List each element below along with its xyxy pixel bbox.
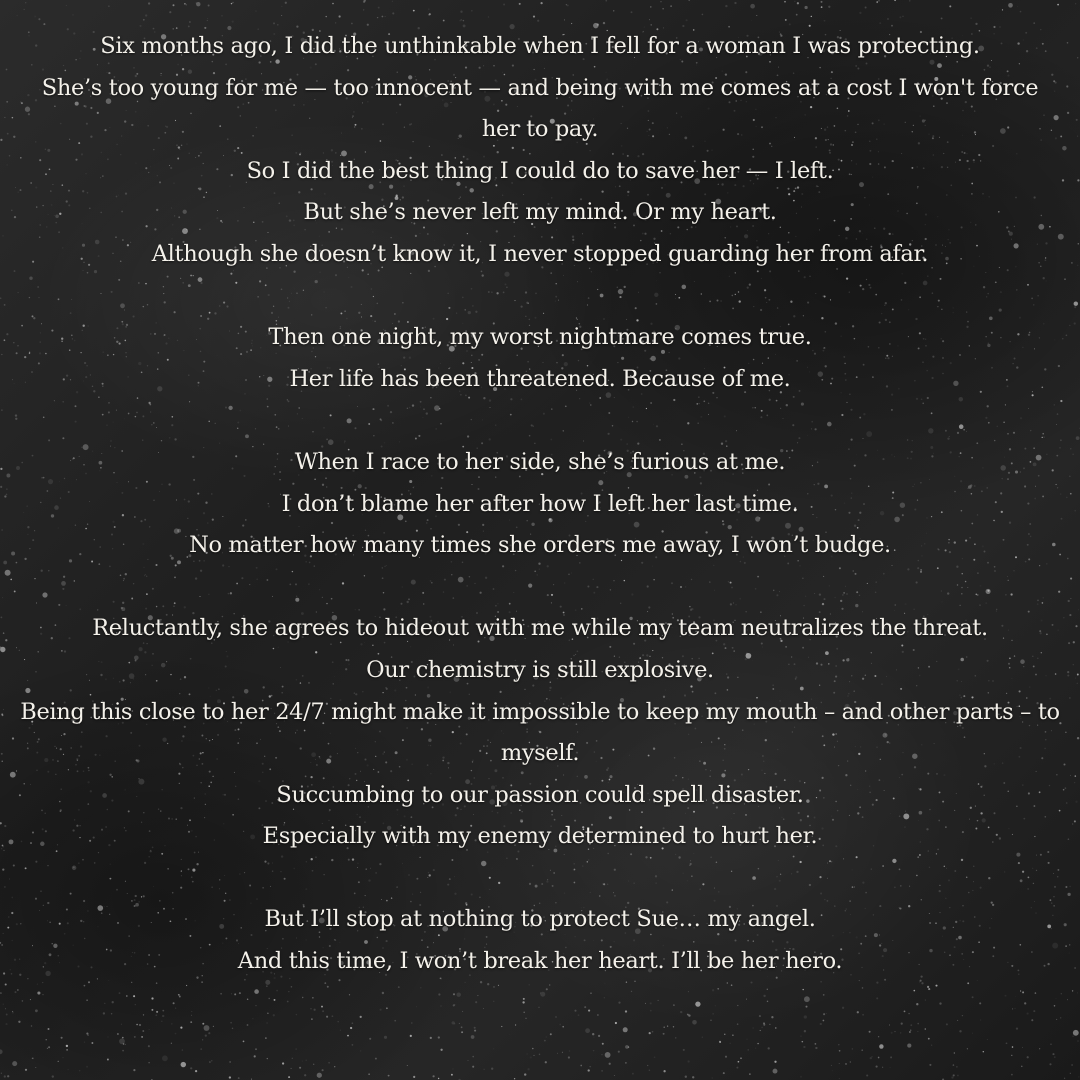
blurb-line: But she’s never left my mind. Or my heart. — [303, 199, 777, 226]
blurb-line: Succumbing to our passion could spell disaster. — [276, 781, 804, 808]
blurb-line: Reluctantly, she agrees to hideout with me while my team neutralizes the threat. — [92, 615, 988, 642]
blurb-line: Especially with my enemy determined to hurt her. — [262, 823, 818, 850]
blurb-line: Being this close to her 24/7 might make it impossible to keep my mouth – and other parts – to myself. — [20, 698, 1060, 767]
blurb-paragraph-1 — [20, 26, 1060, 276]
blurb-line: Six months ago, I did the unthinkable when I fell for a woman I was protecting. — [100, 33, 980, 59]
blurb-paragraph-4 — [20, 608, 1060, 858]
blurb-line: Our chemistry is still explosive. — [366, 656, 714, 683]
blurb-line: Her life has been threatened. Because of me. — [289, 365, 791, 392]
blurb-line: And this time, I won’t break her heart. I’ll be her hero. — [237, 948, 843, 975]
blurb-line: But I’ll stop at nothing to protect Sue… my angel. — [264, 906, 816, 933]
blurb-line: So I did the best thing I could do to save her — I left. — [246, 157, 834, 184]
blurb-line: I don’t blame her after how I left her last time. — [281, 490, 799, 517]
book-blurb-text — [20, 26, 1060, 983]
blurb-paragraph-3 — [20, 442, 1060, 567]
blurb-line: When I race to her side, she’s furious at me. — [294, 448, 786, 475]
blurb-line: She’s too young for me — too innocent — and being with me comes at a cost I won't force her to pay. — [41, 74, 1039, 143]
blurb-line: Then one night, my worst nightmare comes true. — [268, 324, 812, 351]
blurb-line: Although she doesn’t know it, I never stopped guarding her from afar. — [151, 240, 929, 267]
blurb-paragraph-2 — [20, 317, 1060, 400]
blurb-paragraph-5 — [20, 899, 1060, 982]
blurb-line: No matter how many times she orders me away, I won’t budge. — [189, 532, 891, 559]
